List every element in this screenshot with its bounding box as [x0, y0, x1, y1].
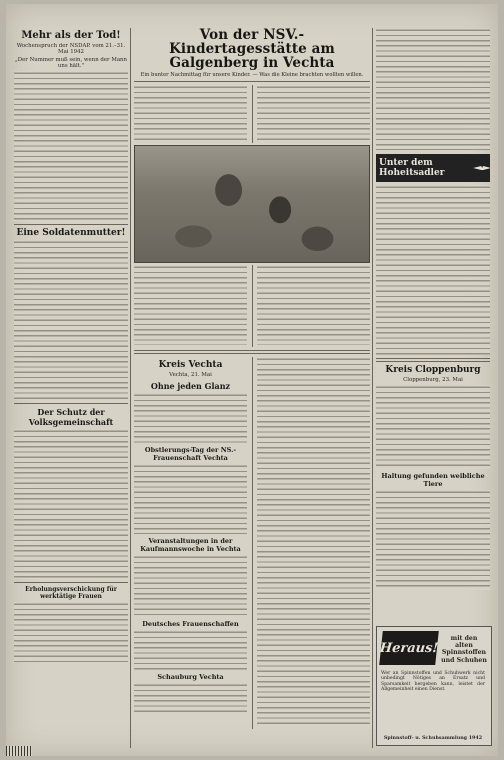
section-bar-title: Unter dem Hoheitsadler [379, 158, 445, 178]
article-text [257, 85, 370, 141]
dateline: Cloppenburg, 23. Mai [403, 377, 463, 383]
article-text [134, 630, 247, 670]
article-title: Haltung gefunden weibliche Tiere [381, 472, 485, 488]
kindergarten-photo [134, 145, 370, 263]
left-column [14, 28, 128, 748]
article-title: Ohne jeden Glanz [150, 381, 231, 391]
article-text [376, 490, 490, 590]
article-title: Erholungsverschickung für werktätige Frauen [25, 586, 117, 600]
article-text [257, 357, 370, 727]
article-text [134, 464, 247, 534]
article-text [14, 240, 128, 400]
article-text [14, 429, 128, 579]
ad-footer: Spinnstoff- u. Schuhsammlung 1942 [383, 735, 483, 741]
article-text [376, 385, 490, 469]
section-title: Kreis Cloppenburg [385, 365, 481, 375]
ad-tagline: mit den alten Spinnstoffen und Schuhen [441, 635, 487, 664]
article-title: Deutsches Frauenschaffen [142, 620, 239, 628]
dateline: Vechta, 21. Mai [169, 372, 212, 378]
article-text [134, 555, 247, 617]
poem-text [134, 393, 247, 443]
article-title: Eine Soldatenmutter! [16, 228, 126, 238]
article-title: Der Schutz der Volksgemeinschaft [28, 407, 114, 427]
ad-body: Wer an Spinnstoffen und Schuhwerk nicht unbedingt Nötiges an Ersatz und Sparsamkeit hergeben kann, leistet der Allgemeinheit einen Dienst. [381, 671, 485, 693]
main-headline: Von der NSV.-Kindertagesstätte am Galgenberg in Vechta [169, 28, 335, 71]
article-title: Veranstaltungen in der Kaufmannswoche in Vechta [140, 537, 241, 553]
article-text [134, 265, 247, 345]
article-text [376, 28, 490, 150]
center-column [134, 28, 370, 729]
article-text [134, 85, 247, 141]
article-byline: Wochenspruch der NSDAP. vom 21.–31. Mai 1942 [16, 43, 126, 55]
eagle-icon [473, 162, 487, 174]
article-text [14, 602, 128, 662]
section-bar [376, 154, 490, 182]
column-rule [372, 28, 373, 748]
scan-edge-strip [6, 746, 32, 756]
article-text [134, 683, 247, 713]
ad-headline: Heraus! [379, 631, 439, 665]
article-text [14, 71, 128, 221]
spinnstoff-ad [376, 626, 492, 746]
article-title: Mehr als der Tod! [21, 30, 121, 41]
article-title: Obstlerungs-Tag der NS.-Frauenschaft Vechta [144, 446, 237, 462]
article-text [257, 265, 370, 345]
headline-caption: Ein bunter Nachmittag für unsere Kinder. — Was die Kleine brachten wollten willen. [140, 72, 364, 78]
article-title: Schauburg Vechta [157, 673, 224, 681]
newspaper-page [6, 4, 498, 756]
column-rule [130, 28, 131, 748]
section-title: Kreis Vechta [158, 360, 223, 370]
article-quote: „Der Nummer muß sein, wenn der Mann uns hält." [14, 57, 128, 69]
article-text [376, 185, 490, 355]
